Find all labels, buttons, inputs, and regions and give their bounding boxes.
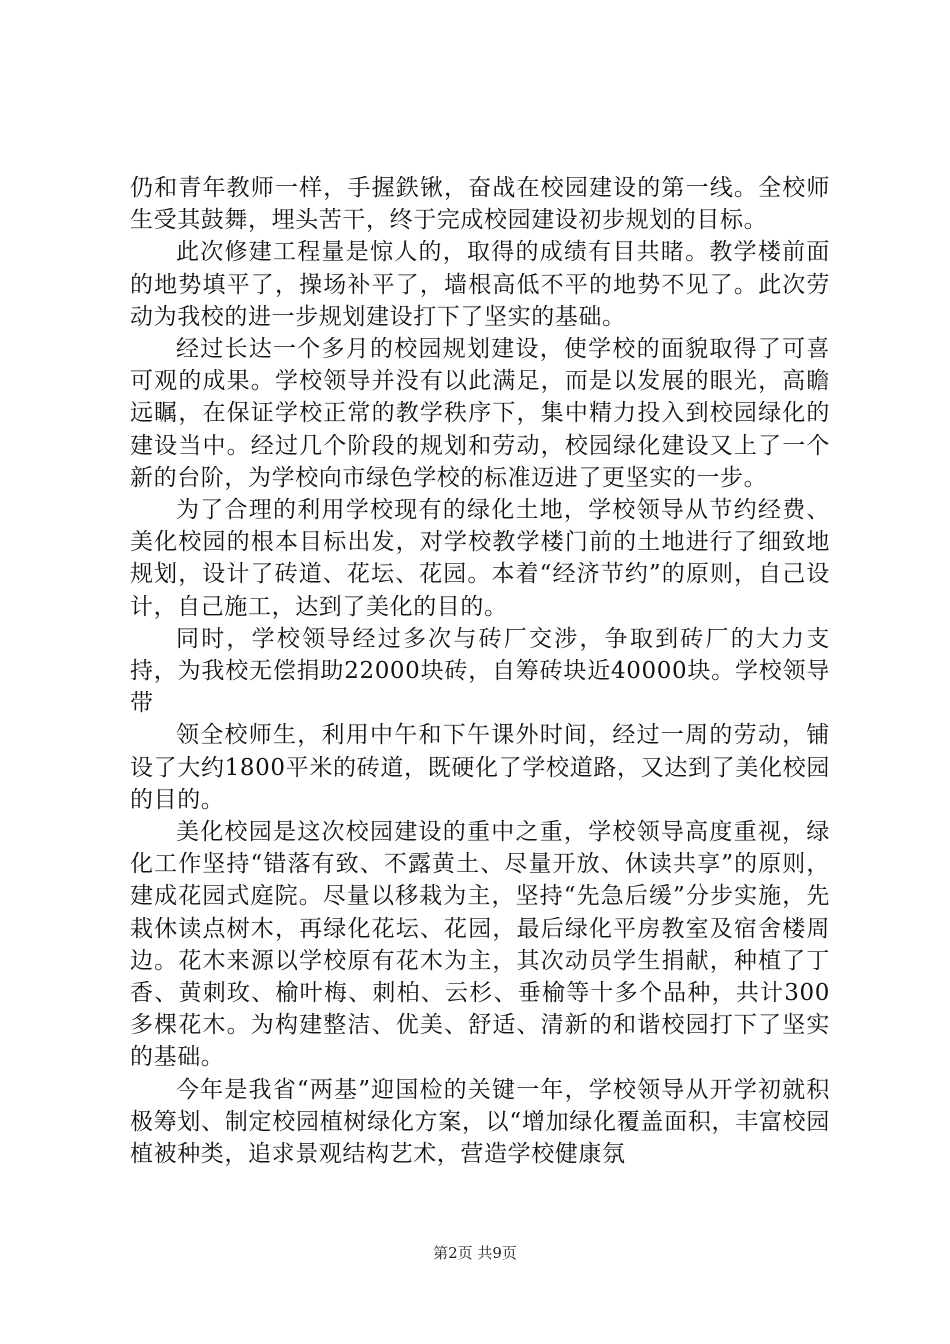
paragraph-8: 今年是我省“两基”迎国检的关键一年，学校领导从开学初就积极筹划、制定校园植树绿化方案，以“增加绿化覆盖面积，丰富校园植被种类，追求景观结构艺术，营造学校健康氛 — [130, 1076, 830, 1168]
paragraph-3: 经过长达一个多月的校园规划建设，使学校的面貌取得了可喜可观的成果。学校领导并没有以此满足，而是以发展的眼光，高瞻远瞩，在保证学校正常的教学秩序下，集中精力投入到校园绿化的建设当中。经过几个阶段的规划和劳动，校园绿化建设又上了一个新的台阶，为学校向市绿色学校的标准迈进了更坚实的一步。 — [130, 336, 830, 491]
page-number-footer: 第2页 共9页 — [433, 1244, 517, 1262]
paragraph-4: 为了合理的利用学校现有的绿化土地，学校领导从节约经费、美化校园的根本目标出发，对学校教学楼门前的土地进行了细致地规划，设计了砖道、花坛、花园。本着“经济节约”的原则，自己设计，自己施工，达到了美化的目的。 — [130, 497, 830, 620]
paragraph-7: 美化校园是这次校园建设的重中之重，学校领导高度重视，绿化工作坚持“错落有致、不露黄土、尽量开放、休读共享”的原则，建成花园式庭院。尽量以移栽为主，坚持“先急后缓”分步实施，先栽休读点树木，再绿化花坛、花园，最后绿化平房教室及宿舍楼周边。花木来源以学校原有花木为主，其次动员学生捐献，种植了丁香、黄刺玫、榆叶梅、刺柏、云杉、垂榆等十多个品种，共计300多棵花木。为构建整洁、优美、舒适、清新的和谐校园打下了坚实的基础。 — [130, 819, 830, 1071]
paragraph-2: 此次修建工程量是惊人的，取得的成绩有目共睹。教学楼前面的地势填平了，操场补平了，墙根高低不平的地势不见了。此次劳动为我校的进一步规划建设打下了坚实的基础。 — [130, 239, 830, 330]
paragraph-1: 仍和青年教师一样，手握鉄锹，奋战在校园建设的第一线。全校师生受其鼓舞，埋头苦干，终于完成校园建设初步规划的目标。 — [130, 175, 830, 234]
paragraph-5: 同时，学校领导经过多次与砖厂交涉，争取到砖厂的大力支持，为我校无偿捐助22000块砖，自筹砖块近40000块。学校领导带 — [130, 625, 830, 717]
document-body — [130, 172, 830, 1170]
paragraph-6: 领全校师生，利用中午和下午课外时间，经过一周的劳动，铺设了大约1800平米的砖道，既硬化了学校道路，又达到了美化校园的目的。 — [130, 722, 830, 813]
